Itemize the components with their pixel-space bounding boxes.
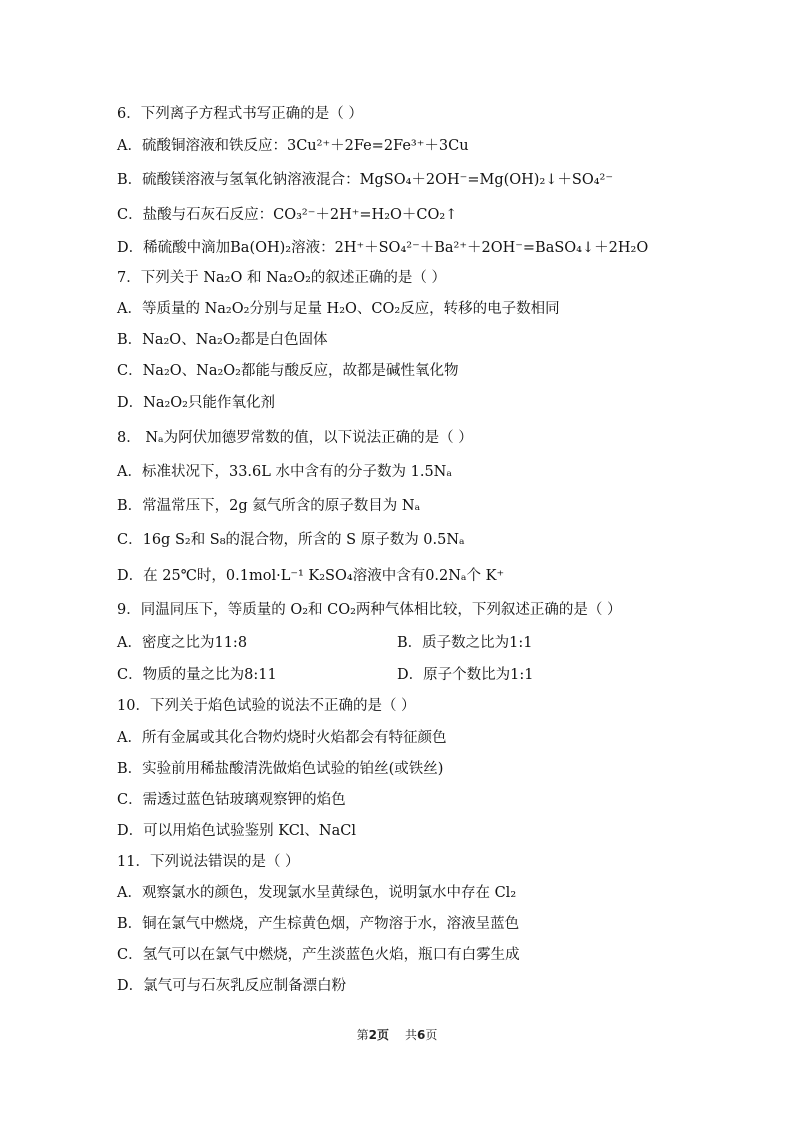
option-label: D． (117, 978, 144, 994)
option-text: 氯气可与石灰乳反应制备漂白粉 (143, 978, 347, 994)
question-7-option-d (117, 393, 275, 413)
question-7-option-c (117, 361, 459, 381)
option-text: 16g S₂和 S₈的混合物，所含的 S 原子数为 0.5Nₐ (142, 532, 465, 548)
option-text: 等质量的 Na₂O₂分别与足量 H₂O、CO₂反应，转移的电子数相同 (141, 301, 560, 317)
total-pages: 6 (417, 1028, 426, 1042)
total-prefix: 共 (405, 1028, 418, 1042)
option-text: 氢气可以在氯气中燃烧，产生淡蓝色火焰，瓶口有白雾生成 (142, 947, 520, 963)
question-6-option-d (117, 238, 648, 258)
option-label: D． (117, 568, 144, 584)
question-11-option-a (117, 883, 516, 903)
question-10-option-c (117, 790, 346, 810)
question-10-stem: 10．下列关于焰色试验的说法不正确的是（ ） (117, 698, 416, 714)
option-label: B． (397, 635, 423, 651)
question-10-option-d (117, 821, 356, 841)
question-6-option-c (117, 205, 457, 225)
question-9-stem: 9．同温同压下，等质量的 O₂和 CO₂两种气体相比较，下列叙述正确的是（ ） (117, 602, 622, 618)
option-text: 在 25℃时，0.1mol·L⁻¹ K₂SO₄溶液中含有0.2Nₐ个 K⁺ (143, 568, 505, 584)
option-text: 铜在氯气中燃烧，产生棕黄色烟，产物溶于水，溶液呈蓝色 (142, 916, 520, 932)
option-text: 硫酸镁溶液与氢氧化钠溶液混合：MgSO₄＋2OH⁻=Mg(OH)₂↓＋SO₄²⁻ (142, 172, 614, 188)
page-prefix: 第 (356, 1028, 369, 1042)
option-label: D． (117, 823, 144, 839)
question-9-option-b (397, 633, 533, 653)
option-text: 盐酸与石灰石反应：CO₃²⁻＋2H⁺=H₂O＋CO₂↑ (142, 207, 458, 223)
option-label: D． (397, 667, 424, 683)
question-6-option-a (117, 136, 469, 156)
question-11-option-c (117, 945, 520, 965)
question-6-option-b (117, 170, 613, 190)
option-text: 常温常压下，2g 氦气所含的原子数目为 Nₐ (142, 498, 421, 514)
question-9-option-a (117, 633, 247, 653)
option-text: 需透过蓝色钴玻璃观察钾的焰色 (142, 792, 346, 808)
option-text: 可以用焰色试验鉴别 KCl、NaCl (143, 823, 356, 839)
option-label: A． (117, 885, 142, 901)
question-7-stem: 7．下列关于 Na₂O 和 Na₂O₂的叙述正确的是（ ） (117, 270, 447, 286)
question-8-option-b (117, 496, 420, 516)
question-11-option-d (117, 976, 346, 996)
option-text: Na₂O₂只能作氧化剂 (143, 395, 275, 411)
option-text: 实验前用稀盐酸清洗做焰色试验的铂丝(或铁丝) (142, 761, 444, 777)
option-label: C． (117, 667, 143, 683)
option-label: A． (117, 301, 142, 317)
question-11-stem: 11．下列说法错误的是（ ） (117, 854, 300, 870)
option-label: B． (117, 172, 143, 188)
question-8-option-c (117, 530, 465, 550)
page-footer (0, 1026, 794, 1043)
option-label: C． (117, 363, 143, 379)
question-7-option-a (117, 299, 560, 319)
question-10-option-b (117, 759, 443, 779)
option-text: 稀硫酸中滴加Ba(OH)₂溶液：2H⁺＋SO₄²⁻＋Ba²⁺＋2OH⁻=BaSO₄↓＋2H₂O (143, 240, 649, 256)
option-label: B． (117, 332, 143, 348)
question-10-option-a (117, 728, 446, 748)
question-8-option-d (117, 566, 504, 586)
question-11-option-b (117, 914, 519, 934)
page-number: 2 (368, 1028, 377, 1042)
question-8-stem: 8． Nₐ为阿伏加德罗常数的值，以下说法正确的是（ ） (117, 430, 473, 446)
option-text: 物质的量之比为8:11 (142, 667, 277, 683)
option-label: C． (117, 207, 143, 223)
question-9-option-d (397, 665, 533, 685)
option-label: D． (117, 395, 144, 411)
option-label: A． (117, 464, 142, 480)
option-text: Na₂O、Na₂O₂都能与酸反应，故都是碱性氧化物 (142, 363, 459, 379)
option-label: B． (117, 761, 143, 777)
total-suffix: 页 (425, 1028, 438, 1042)
option-label: B． (117, 916, 143, 932)
option-label: C． (117, 532, 143, 548)
option-text: 质子数之比为1:1 (422, 635, 533, 651)
option-text: 观察氯水的颜色，发现氯水呈黄绿色，说明氯水中存在 Cl₂ (141, 885, 517, 901)
option-label: A． (117, 635, 142, 651)
question-6-stem: 6．下列离子方程式书写正确的是（ ） (117, 106, 363, 122)
option-label: A． (117, 730, 142, 746)
option-text: Na₂O、Na₂O₂都是白色固体 (142, 332, 328, 348)
question-9-option-c (117, 665, 277, 685)
option-text: 硫酸铜溶液和铁反应：3Cu²⁺＋2Fe=2Fe³⁺＋3Cu (141, 138, 469, 154)
question-7-option-b (117, 330, 328, 350)
page-suffix: 页 (376, 1028, 389, 1042)
option-text: 原子个数比为1:1 (423, 667, 534, 683)
option-label: C． (117, 947, 143, 963)
option-label: B． (117, 498, 143, 514)
question-8-option-a (117, 462, 452, 482)
option-text: 所有金属或其化合物灼烧时火焰都会有特征颜色 (141, 730, 447, 746)
option-text: 密度之比为11:8 (141, 635, 248, 651)
option-label: A． (117, 138, 142, 154)
option-label: D． (117, 240, 144, 256)
option-label: C． (117, 792, 143, 808)
option-text: 标准状况下，33.6L 水中含有的分子数为 1.5Nₐ (141, 464, 452, 480)
